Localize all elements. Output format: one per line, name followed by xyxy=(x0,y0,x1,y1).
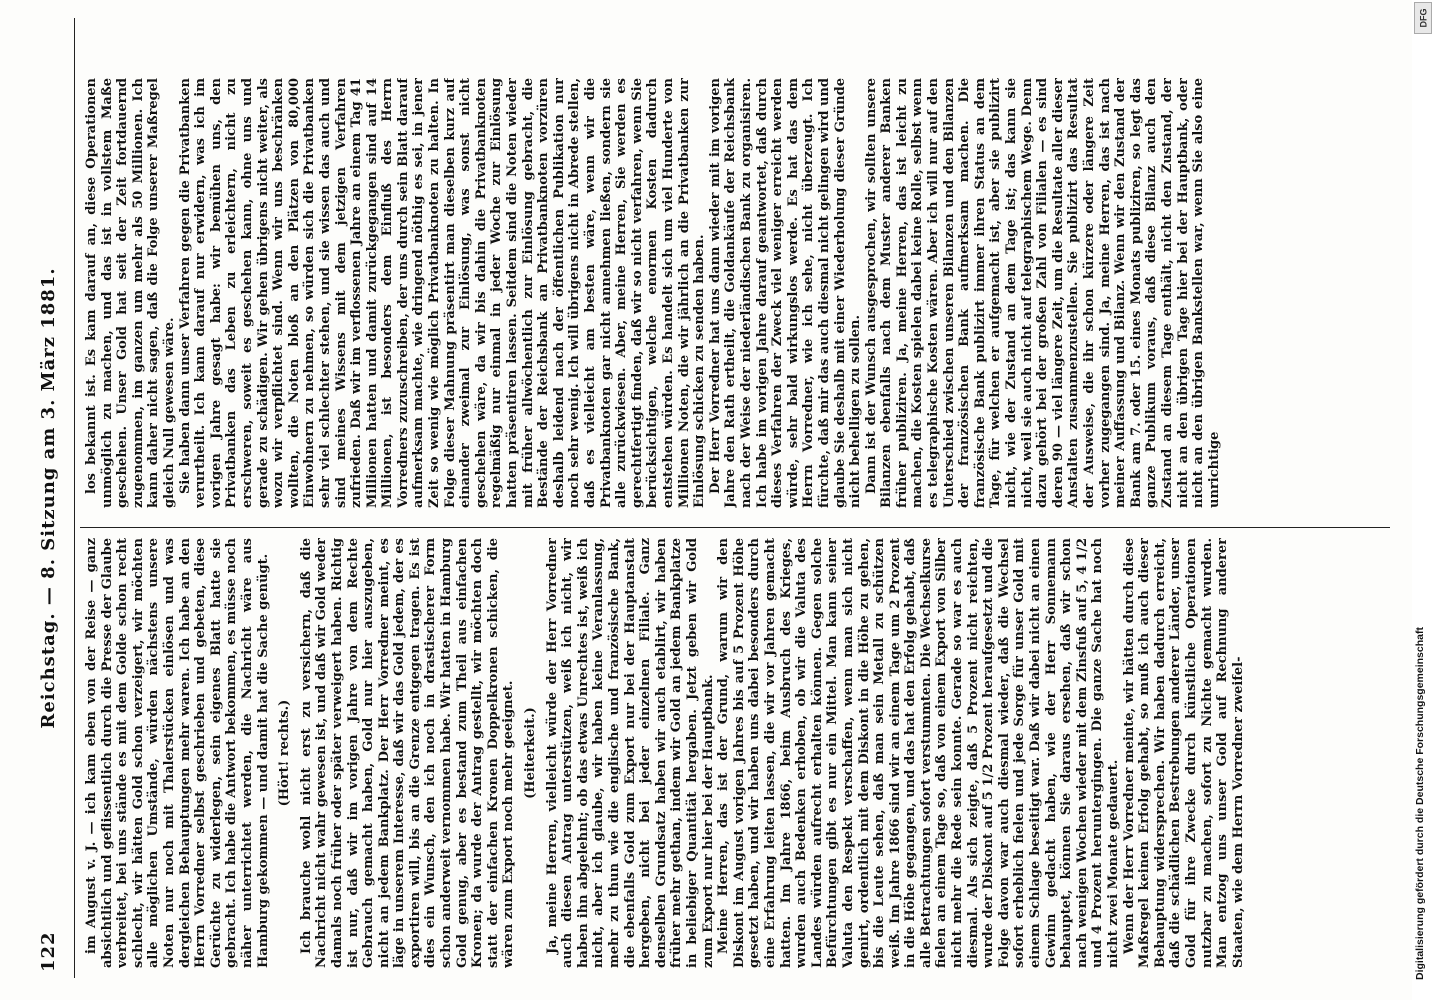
paragraph: Meine Herren, das ist der Grund, warum wir den Diskont im August vorigen Jahres bis auf 5 Prozent Höhe gesetzt haben, und wir haben uns dabei besonders durch eine Erfahrung leiten lassen, die wir vor Jahren gemacht hatten. Im Jahre 1866, beim Ausbruch des Krieges, wurden auch Bedenken erhoben, ob wir die Valuta des Landes würden aufrecht erhalten können. Gegen solche Befürchtungen gibt es nur ein Mittel. Man kann seiner Valuta den Respekt verschaffen, wenn man sich nicht genirt, ordentlich mit dem Diskont in die Höhe zu gehen, bis die Leute sehen, daß man sein Metall zu schützen weiß. Im Jahre 1866 sind wir an einem Tage um 2 Prozent in die Höhe gegangen, und das hat den Erfolg gehabt, daß alle Betrachtungen sofort verstummten. Die Wechselkurse fielen an einem Tage so, daß von einem Export von Silber nicht mehr die Rede sein konnte. Gerade so war es auch diesmal. Als sich zeigte, daß 5 Prozent nicht reichten, wurde der Diskont auf 5 1/2 Prozent heraufgesetzt und die Folge davon war auch diesmal wieder, daß die Wechsel sofort erheblich fielen und jede Sorge für unser Gold mit einem Schlage beseitigt war. Daß wir dabei nicht an einen Gewinn gedacht haben, wie der Herr Sonnemann behauptet, können Sie daraus ersehen, daß wir schon nach wenigen Wochen wieder mit dem Zinsfuß auf 5, 4 1/2 und 4 Prozent heruntergingen. Die ganze Sache hat noch nicht zwei Monate gedauert. xyxy=(716,538,1121,968)
running-title: Reichstag. — 8. Sitzung am 3. März 1881. xyxy=(37,267,59,729)
paragraph: Wenn der Herr Vorredner meinte, wir hätten durch diese Maßregel keinen Erfolg gehabt, so muß ich auch dieser Behauptung widersprechen. Wir haben dadurch erreicht, daß die schädlichen Bestrebungen anderer Länder, unser Gold für ihre Zwecke durch künstliche Operationen nutzbar zu machen, sofort zu Nichte gemacht wurden. Man entzog uns unser Gold auf Rechnung anderer Staaten, wie dem Herrn Vorredner zweifel- xyxy=(1121,538,1246,968)
column-left xyxy=(84,538,1384,968)
interjection: (Hört! rechts.) xyxy=(277,699,293,807)
dfg-logo xyxy=(1414,2,1432,34)
page-header xyxy=(28,18,68,978)
column-divider xyxy=(80,527,1390,528)
header-rule xyxy=(74,18,75,978)
dfg-logo-text: DFG xyxy=(1418,8,1428,28)
paragraph: Sie haben dann unser Verfahren gegen die Privatbanken verurtheilt. Ich kann darauf nur erwidern, was ich im vorigen Jahre gesagt habe: wir bemühen uns, den Privatbanken das Leben zu erleichtern, nicht zu erschweren, soweit es geschehen kann, ohne uns und gerade zu schädigen. Wir gehen übrigens nicht weiter, als wozu wir verpflichtet sind. Wenn wir uns beschränken wollten, die Noten bloß an den Plätzen von 80,000 Einwohnern zu nehmen, so würden sich die Privatbanken sehr viel schlechter stehen, und sie wissen das auch und sind meines Wissens mit dem jetzigen Verfahren zufrieden. Daß wir im verflossenen Jahre an einem Tag 41 Millionen hatten und damit zurückgegangen sind auf 14 Millionen, ist besonders dem Einfluß des Herrn Vorredners zuzuschreiben, der uns durch sein Blatt darauf aufmerksam machte, wie dringend nöthig es sei, in jener Zeit so wenig wie möglich Privatbanknoten zu halten. In Folge dieser Mahnung präsentirt man dieselben kurz auf einander zweimal zur Einlösung, was sonst nicht geschehen wäre, da wir bis dahin die Privatbanknoten regelmäßig nur einmal in jeder Woche zur Einlösung hatten präsentiren lassen. Seitdem sind die Noten wieder mit früher allwöchentlich zur Einlösung gebracht, die Bestände der Reichsbank an Privatbanknoten vorzüren deshalb leidend nach der öffentlichen Publikation nur noch sehr wenig. Ich will übrigens nicht in Abrede stellen, daß es vielleicht am besten wäre, wenn wir die Privatbanknoten gar nicht annehmen ließen, sondern sie alle zurückwiesen. Aber, meine Herren, Sie werden es gerechtfertigt finden, daß wir so nicht verfahren, wenn Sie berücksichtigen, welche enormen Kosten dadurch entstehen würden. Es handelt sich um viel Hunderte von Millionen Noten, die wir jährlich an die Privatbanken zur Einlösung schicken zu senden haben. xyxy=(177,78,708,508)
paragraph: Der Herr Vorredner hat uns dann wieder mit im vorigen Jahre den Rath ertheilt, die Goldankäufe der Reichsbank nach der Weise der niederländischen Bank zu organisiren. Ich habe im vorigen Jahre darauf geantwortet, daß durch dieses Verfahren der Zweck viel weniger erreicht werden würde, sehr bald wirkungslos werde. Es hat das dem Herrn Vorredner, wie ich sehe, nicht überzeugt. Ich fürchte, daß mir das auch diesmal nicht gelingen wird und glaube Sie deshalb mit einer Wiederholung dieser Gründe nicht behelligen zu sollen. xyxy=(707,78,864,508)
digitization-sidebar xyxy=(1412,0,1432,1000)
paragraph: Dann ist der Wunsch ausgesprochen, wir sollten unsere Bilanzen ebenfalls nach dem Muster anderer Banken früher publiziren. Ja, meine Herren, das ist leicht zu machen, die Kosten spielen dabei keine Rolle, selbst wenn es telegraphische Kosten wären. Aber ich will nur auf den Unterschied zwischen unseren Bilanzen und den Bilanzen der französischen Bank aufmerksam machen. Die französische Bank publizirt immer ihren Status an dem Tage, für welchen er aufgemacht ist, aber sie publizirt nicht, wie der Zustand an dem Tage ist; das kann sie nicht, weil sie auch nicht auf telegraphischem Wege. Denn dazu gehört bei der großen Zahl von Filialen — es sind deren 90 — viel längere Zeit, um die Resultate aller dieser Anstalten zusammenzustellen. Sie publizirt das Resultat der Ausweise, die ihr schon kürzere oder längere Zeit vorher zugegangen sind. Ja, meine Herren, das ist nach meiner Auffassung und Bilanz. Wenn wir den Zustand der Bank am 7. oder 15. eines Monats publiziren, so legt das ganze Publikum voraus, daß diese Bilanz auch den Zustand an diesem Tage enthält, nicht den Zustand, der nicht an den übrigen Tage hier bei der Hauptbank, oder nicht an den übrigen Bankstellen war, wenn Sie also eine unrichtige xyxy=(863,78,1222,508)
column-right xyxy=(84,78,1384,508)
interjection: (Heiterkeit.) xyxy=(523,707,539,799)
page-number: 122 xyxy=(37,931,59,972)
paragraph: los bekannt ist. Es kam darauf an, diese Operationen unmöglich zu machen, und das ist in vollstem Maße geschehen. Unser Gold hat seit der Zeit fortdauernd zugenommen, im ganzen um mehr als 50 Millionen. Ich kann daher nicht sagen, daß die Folge unserer Maßregel gleich Null gewesen wäre. xyxy=(84,78,177,508)
paragraph: Ja, meine Herren, vielleicht würde der Herr Vorredner auch diesen Antrag unterstützen, weiß ich nicht, wir haben ihn abgelehnt; ob das etwas Unrechtes ist, weiß ich nicht, aber ich glaube, wir haben keine Veranlassung, mehr zu thun wie die englische und französische Bank, die ebenfalls Gold zum Export nur bei der Hauptanstalt hergeben, nicht bei jeder einzelnen Filiale. Ganz denselben Grundsatz haben wir auch etablirt, wir haben früher mehr gethan, indem wir Gold an jedem Bankplatze in beliebiger Quantität hergaben. Jetzt geben wir Gold zum Export nur hier bei der Hauptbank. xyxy=(544,538,716,968)
digitization-credit: Digitalisierung gefördert durch die Deutsche Forschungsgemeinschaft xyxy=(1414,627,1426,980)
paragraph: Ich brauche wohl nicht erst zu versichern, daß die Nachricht nicht wahr gewesen ist, und daß wir Gold weder damals noch früher oder später verweigert haben. Richtig ist nur, daß wir im vorigen Jahre von dem Rechte Gebrauch gemacht haben, Gold nur hier auszugeben, nicht an jedem Bankplatz. Der Herr Vorredner meint, es läge in unserem Interesse, daß wir das Gold jedem, der es exportiren will, bis an die Grenze entgegen tragen. Es ist dies ein Wunsch, den ich noch in drastischerer Form schon anderweit vernommen habe. Wir hatten in Hamburg Gold genug, aber es bestand zum Theil aus einfachen Kronen; da wurde der Antrag gestellt, wir möchten doch statt der einfachen Kronen Doppelkronen schicken, die wären zum Export noch mehr geeignet. xyxy=(298,538,517,968)
paragraph: im August v. J. — ich kam eben von der Reise — ganz absichtlich und geflissentlich durch die Presse der Glaube verbreitet, bei uns stände es mit dem Golde schon recht schlecht, wir hätten Gold schon verzeigert, wir möchten alle möglichen Umstände, würden nächstens unsere Noten nur noch mit Thalerstücken einlösen und was dergleichen Behauptungen mehr waren. Ich habe an den Herrn Vorredner selbst geschrieben und gebeten, diese Gerüchte zu widerlegen, sein eigenes Blatt hatte sie gebracht. Ich habe die Antwort bekommen, es müsse noch näher unterrichtet werden, die Nachricht wäre aus Hamburg gekommen — und damit hat die Sache genügt. xyxy=(84,538,271,968)
